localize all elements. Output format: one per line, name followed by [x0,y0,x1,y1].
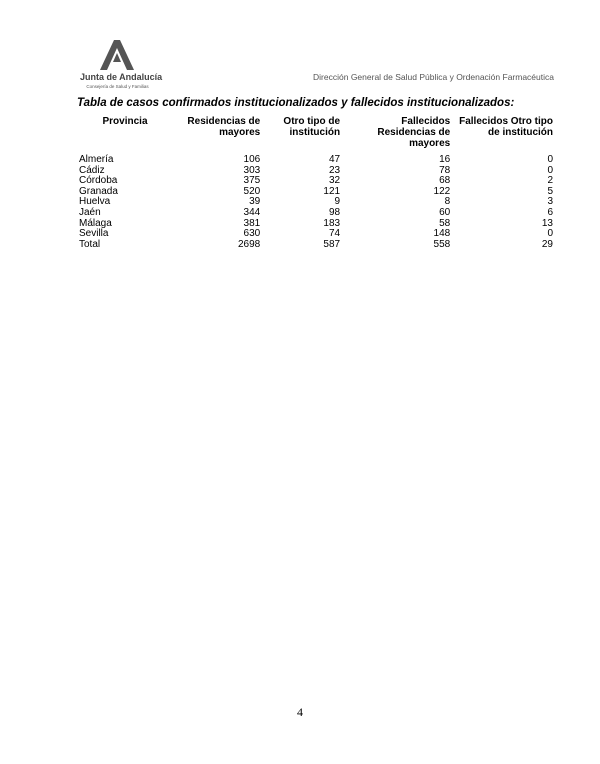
cell-fallecidos-residencias: 58 [439,217,451,229]
table-row [77,166,556,177]
cell-fallecidos-residencias: 8 [444,196,451,208]
cell-fallecidos-otro: 3 [547,196,553,208]
cell-otro-tipo: 587 [323,238,341,250]
cell-provincia: Málaga [79,217,112,229]
cell-fallecidos-otro: 29 [541,238,553,250]
cell-provincia: Almería [79,154,114,165]
column-header-fallecidos-otro: Fallecidos Otro tipo de institución [459,116,553,138]
table-row [77,197,556,208]
cell-residencias: 303 [243,164,261,176]
cell-residencias: 344 [243,206,261,218]
cell-fallecidos-residencias: 16 [439,154,451,165]
cell-otro-tipo: 32 [328,175,341,187]
cell-provincia: Huelva [79,196,111,208]
cell-residencias: 630 [243,228,261,240]
cell-fallecidos-otro: 6 [547,206,553,218]
andalucia-a-icon [100,40,134,70]
table-header-row [77,116,556,155]
cell-fallecidos-otro: 5 [547,185,553,197]
cell-residencias: 2698 [237,238,261,250]
cell-residencias: 106 [243,154,261,165]
column-header-provincia: Provincia [102,116,148,127]
table-row [77,229,556,240]
logo-subtitle: Consejería de Salud y Familias [86,84,149,89]
cell-residencias: 39 [249,196,261,208]
cell-fallecidos-otro: 0 [547,164,553,176]
column-header-fallecidos-residencias: Fallecidos Residencias de mayores [377,116,451,149]
cell-fallecidos-otro: 2 [547,175,553,187]
cell-otro-tipo: 98 [328,206,341,218]
table-total-row [77,240,556,251]
cell-provincia: Cádiz [79,164,105,176]
cell-fallecidos-residencias: 60 [439,206,451,218]
cell-otro-tipo: 74 [328,228,341,240]
cell-fallecidos-otro: 0 [547,228,553,240]
cell-fallecidos-residencias: 68 [439,175,451,187]
table-title: Tabla de casos confirmados institucionalizados y fallecidos institucionalizados: [77,97,515,109]
table-row [77,208,556,219]
logo-title: Junta de Andalucía [80,72,163,82]
table-row [77,155,556,166]
cell-fallecidos-residencias: 78 [439,164,451,176]
cell-fallecidos-otro: 13 [541,217,553,229]
cell-provincia: Jaén [79,206,101,218]
cell-provincia: Córdoba [79,175,118,187]
cell-residencias: 375 [243,175,261,187]
cell-fallecidos-otro: 0 [547,154,553,165]
cell-fallecidos-residencias: 122 [433,185,451,197]
department-header: Dirección General de Salud Pública y Ordenación Farmacéutica [313,72,554,82]
cell-otro-tipo: 47 [328,154,341,165]
table-row [77,187,556,198]
cell-fallecidos-residencias: 558 [433,238,451,250]
cases-table [77,116,556,250]
cell-residencias: 520 [243,185,261,197]
page-number: 4 [297,705,303,719]
cell-residencias: 381 [243,217,261,229]
junta-andalucia-logo [80,40,163,92]
table-row [77,219,556,230]
table-row [77,176,556,187]
cell-fallecidos-residencias: 148 [433,228,451,240]
cell-otro-tipo: 9 [334,196,341,208]
cell-provincia: Granada [79,185,118,197]
cell-provincia: Sevilla [79,228,109,240]
cell-otro-tipo: 121 [323,185,341,197]
cell-otro-tipo: 183 [323,217,341,229]
column-header-otro-tipo: Otro tipo de institución [283,116,341,138]
cell-provincia: Total [79,238,101,250]
cell-otro-tipo: 23 [328,164,341,176]
column-header-residencias: Residencias de mayores [187,116,261,138]
